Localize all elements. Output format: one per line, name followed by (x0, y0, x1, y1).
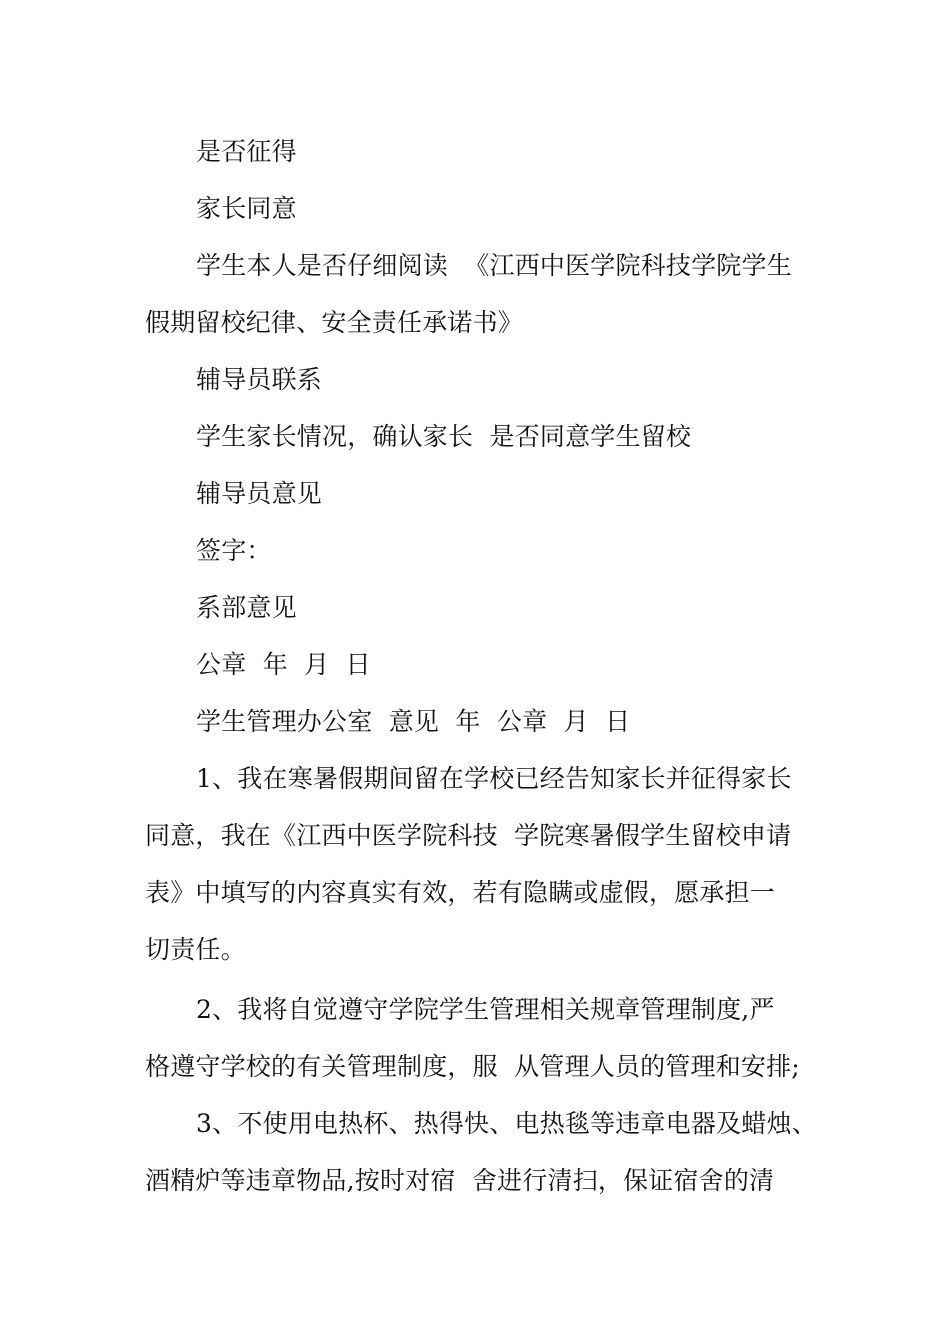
text-line-signature: 签字： (196, 536, 272, 565)
paragraph-1-line-1: 1、我在寒暑假期间留在学校已经告知家长并征得家长 (196, 764, 792, 793)
text-line-department-opinion: 系部意见 (196, 593, 297, 622)
paragraph-1-line-3: 表》中填写的内容真实有效，若有隐瞒或虚假，愿承担一 (145, 878, 776, 907)
paragraph-1-line-2: 同意，我在《江西中医学院科技 学院寒暑假学生留校申请 (145, 821, 792, 850)
text-line-parent-confirm: 学生家长情况，确认家长 是否同意学生留校 (196, 422, 692, 451)
paragraph-2-line-1: 2、我将自觉遵守学院学生管理相关规章管理制度,严 (196, 995, 775, 1024)
paragraph-1-line-4: 切责任。 (145, 935, 246, 964)
text-line-parent-consent-2: 家长同意 (196, 194, 297, 223)
text-line-seal-date: 公章 年 月 日 (196, 650, 371, 679)
text-line-read-pledge: 学生本人是否仔细阅读 《江西中医学院科技学院学生 (196, 251, 792, 280)
paragraph-2-line-2: 格遵守学校的有关管理制度，服 从管理人员的管理和安排; (145, 1052, 800, 1081)
text-line-office-opinion: 学生管理办公室 意见 年 公章 月 日 (196, 707, 631, 736)
text-line-counselor-opinion: 辅导员意见 (196, 479, 323, 508)
text-line-counselor-contact: 辅导员联系 (196, 365, 323, 394)
paragraph-3-line-2: 酒精炉等违章物品,按时对宿 舍进行清扫，保证宿舍的清 (145, 1166, 775, 1195)
text-line-pledge-title: 假期留校纪律、安全责任承诺书》 (145, 308, 524, 337)
text-line-parent-consent-1: 是否征得 (196, 137, 297, 166)
paragraph-3-line-1: 3、不使用电热杯、热得快、电热毯等违章电器及蜡烛、 (196, 1109, 817, 1138)
